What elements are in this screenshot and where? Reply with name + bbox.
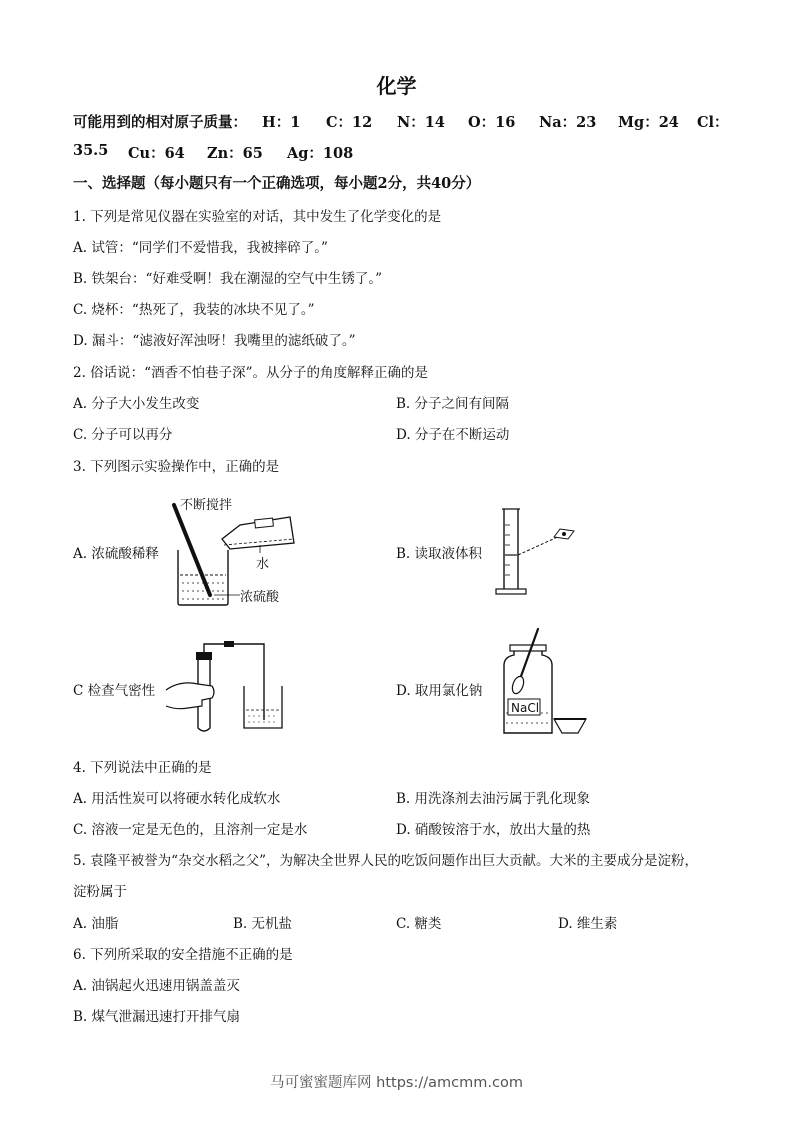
glass-rod [174,505,210,595]
mass-na: Na：23 [539,114,597,131]
fig-a-acid-label: 浓硫酸 [240,590,280,605]
q5-option-d: D. 维生素 [558,916,618,932]
delivery-tube [204,644,264,720]
footer-watermark: 马可蜜蜜题库网 https://amcmm.com [270,1075,523,1091]
q4-option-a: A. 用活性炭可以将硬水转化成软水 [73,791,281,807]
q4-option-b: B. 用洗涤剂去油污属于乳化现象 [396,791,591,807]
page-title: 化学 [376,74,417,98]
mass-cl-value: 35.5 [73,142,109,159]
mass-ag: Ag：108 [287,145,354,162]
q1-option-a: A. 试管：“同学们不爱惜我，我被摔碎了。” [73,240,328,256]
mass-mg: Mg：24 [618,114,679,131]
q1-option-b: B. 铁架台：“好难受啊！我在潮湿的空气中生锈了。” [73,271,383,287]
q3-option-a: A. 浓硫酸稀释 [73,546,159,562]
sight-line [518,535,562,555]
fig-d-nacl-label: NaCl [511,701,540,715]
mass-c: C：12 [326,114,373,131]
figure-dilute-acid [160,495,300,610]
mass-zn: Zn：65 [207,145,263,162]
q3-option-b: B. 读取液体积 [396,546,483,562]
figure-check-airtight [158,640,288,735]
mass-o: O：16 [468,114,516,131]
mass-cl: Cl： [697,114,729,131]
q5-stem-line1: 5. 袁隆平被誉为“杂交水稻之父”，为解决全世界人民的吃饭问题作出巨大贡献。大米的主要成分是淀粉， [73,853,698,869]
q3-option-c: C 检查气密性 [73,683,156,699]
fig-a-stir-label: 不断搅拌 [180,498,233,513]
q1-option-d: D. 漏斗：“滤液好浑浊呀！我嘴里的滤纸破了。” [73,333,356,349]
q6-stem: 6. 下列所采取的安全措施不正确的是 [73,947,293,963]
atomic-mass-prefix: 可能用到的相对原子质量： [73,114,247,131]
hand-icon [166,683,214,709]
q6-option-a: A. 油锅起火迅速用锅盖盖灭 [73,978,240,994]
q5-option-b: B. 无机盐 [233,916,293,932]
mass-n: N：14 [397,114,445,131]
fig-a-water-label: 水 [256,557,270,572]
q6-option-b: B. 煤气泄漏迅速打开排气扇 [73,1009,241,1025]
mass-cu: Cu：64 [128,145,185,162]
q2-option-b: B. 分子之间有间隔 [396,396,510,412]
q4-stem: 4. 下列说法中正确的是 [73,760,212,776]
graduated-cylinder [504,509,518,589]
figure-read-cylinder [490,505,580,600]
mass-h: H：1 [262,114,301,131]
q3-stem: 3. 下列图示实验操作中，正确的是 [73,459,280,475]
figure-take-nacl [496,625,596,737]
section-heading: 一、选择题（每小题只有一个正确选项，每小题2分，共40分） [73,175,481,192]
q2-stem: 2. 俗话说：“酒香不怕巷子深”。从分子的角度解释正确的是 [73,365,428,381]
q4-option-c: C. 溶液一定是无色的，且溶剂一定是水 [73,822,308,838]
q2-option-a: A. 分子大小发生改变 [73,396,200,412]
q5-option-c: C. 糖类 [396,916,442,932]
q2-option-d: D. 分子在不断运动 [396,427,510,443]
q5-stem-line2: 淀粉属于 [73,884,127,900]
stopper [196,652,212,660]
q1-stem: 1. 下列是常见仪器在实验室的对话，其中发生了化学变化的是 [73,209,442,225]
q4-option-d: D. 硝酸铵溶于水，放出大量的热 [396,822,591,838]
q3-option-d: D. 取用氯化钠 [396,683,483,699]
q5-option-a: A. 油脂 [73,916,119,932]
stopper-inverted [554,719,586,733]
wide-mouth-bottle [504,649,552,733]
q2-option-c: C. 分子可以再分 [73,427,173,443]
q1-option-c: C. 烧杯：“热死了，我装的冰块不见了。” [73,302,315,318]
